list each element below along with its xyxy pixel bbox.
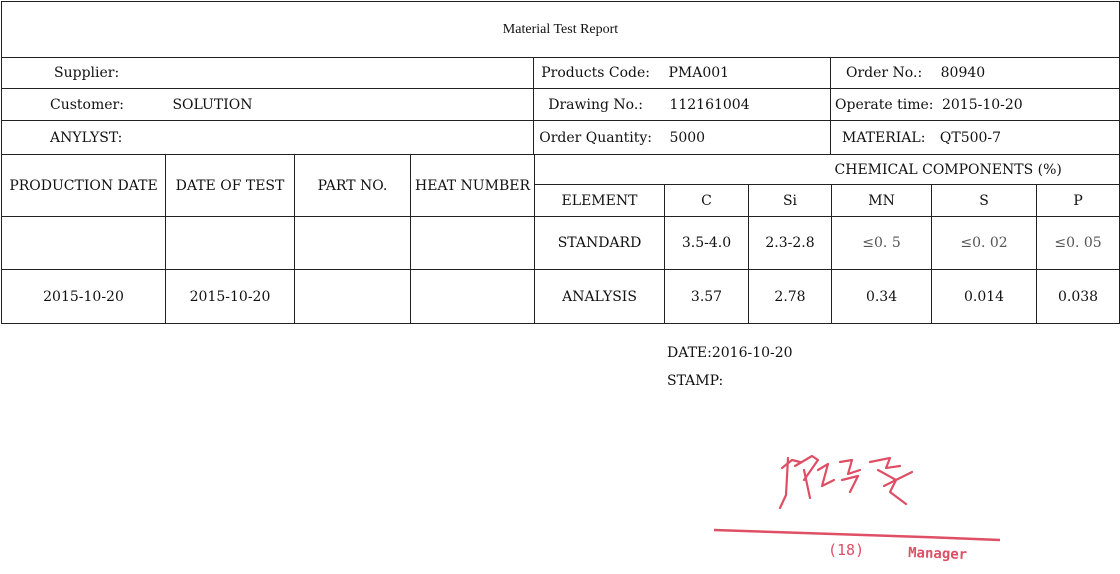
col-element-c: C (665, 185, 749, 217)
drawing-no-value: 112161004 (669, 96, 750, 113)
analysis-si: 2.78 (749, 270, 832, 324)
col-heat-number: HEAT NUMBER (411, 155, 535, 217)
products-code-label: Products Code: (541, 65, 650, 81)
table-row-analysis (2, 270, 1120, 324)
standard-heat-number (411, 217, 535, 270)
col-element: ELEMENT (535, 185, 665, 217)
table-row-standard (2, 217, 1120, 270)
analysis-part-no (295, 270, 411, 324)
order-quantity-cell (534, 121, 831, 155)
handwritten-signature (780, 456, 912, 508)
col-chemical-components: CHEMICAL COMPONENTS (%) (832, 155, 1120, 185)
standard-c: 3.5-4.0 (665, 217, 749, 270)
col-part-no: PART NO. (295, 155, 411, 217)
chem-header-spacer (535, 155, 832, 185)
order-quantity-label: Order Quantity: (539, 129, 652, 146)
signature-underline (714, 530, 1000, 540)
material-value: QT500-7 (939, 129, 1002, 146)
standard-si: 2.3-2.8 (749, 217, 832, 270)
order-no-cell (831, 58, 1120, 89)
analysis-p: 0.038 (1037, 270, 1120, 324)
analysis-s: 0.014 (932, 270, 1037, 324)
analyst-cell (2, 121, 534, 155)
analysis-production-date: 2015-10-20 (2, 270, 166, 324)
drawing-no-cell (534, 89, 831, 121)
standard-s: ≤0. 02 (932, 217, 1037, 270)
report-title-table (1, 1, 1120, 58)
report-header-info (1, 57, 1120, 155)
supplier-label: Supplier: (54, 65, 120, 81)
order-no-value: 80940 (940, 65, 986, 81)
customer-label: Customer: (50, 96, 124, 113)
operate-time-value: 2015-10-20 (941, 96, 1023, 113)
stamp-number: (18) (828, 541, 865, 559)
standard-label: STANDARD (535, 217, 665, 270)
analysis-mn: 0.34 (832, 270, 932, 324)
analysis-label: ANALYSIS (535, 270, 665, 324)
supplier-cell (2, 58, 534, 89)
products-code-value: PMA001 (668, 65, 730, 81)
customer-cell (2, 89, 534, 121)
manager-signature-stamp (700, 440, 1020, 570)
col-element-s: S (932, 185, 1037, 217)
col-date-of-test: DATE OF TEST (166, 155, 295, 217)
chemical-data-table (1, 154, 1120, 324)
operate-time-cell (831, 89, 1120, 121)
material-label: MATERIAL: (842, 129, 926, 146)
analysis-c: 3.57 (665, 270, 749, 324)
standard-mn: ≤0. 5 (832, 217, 932, 270)
standard-p: ≤0. 05 (1037, 217, 1120, 270)
customer-value: SOLUTION (172, 96, 253, 113)
drawing-no-label: Drawing No.: (548, 96, 643, 113)
stamp-label: STAMP: (667, 373, 724, 389)
report-title: Material Test Report (2, 2, 1120, 58)
col-element-p: P (1037, 185, 1120, 217)
analysis-date-of-test: 2015-10-20 (166, 270, 295, 324)
standard-production-date (2, 217, 166, 270)
analyst-label: ANYLYST: (50, 129, 123, 146)
col-element-si: Si (749, 185, 832, 217)
stamp-title: Manager (907, 545, 968, 564)
col-production-date: PRODUCTION DATE (2, 155, 166, 217)
products-code-cell (534, 58, 831, 89)
standard-part-no (295, 217, 411, 270)
report-date: DATE:2016-10-20 (667, 345, 793, 361)
col-element-mn: MN (832, 185, 932, 217)
standard-date-of-test (166, 217, 295, 270)
analysis-heat-number (411, 270, 535, 324)
order-no-label: Order No.: (846, 65, 923, 81)
order-quantity-value: 5000 (669, 129, 706, 146)
operate-time-label: Operate time: (835, 96, 934, 113)
material-cell (831, 121, 1120, 155)
